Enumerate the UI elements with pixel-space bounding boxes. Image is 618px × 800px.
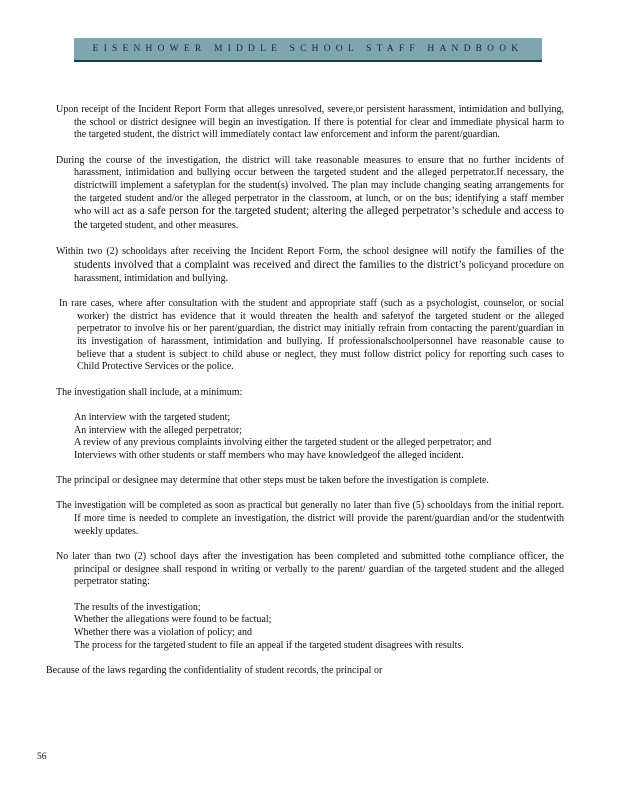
list-item: The results of the investigation;	[74, 601, 201, 613]
paragraph-completion-timeline: The investigation will be completed as soon as practical but generally no later than five (5) schooldays from the initial report. If more time is needed to complete an investigation, the district will provide the parent/guardian and/or the studentwith weekly updates.	[56, 500, 564, 537]
list-item: The process for the targeted student to file an appeal if the targeted student disagrees with results.	[74, 639, 464, 651]
paragraph-text: policyand procedure on harassment, intimidation and bullying.	[74, 260, 565, 284]
paragraph-rare-cases: In rare cases, where after consultation with the student and appropriate staff (such as a psychologist, counselor, or social worker) the district has evidence that it would threaten the health and safetyof the targeted student or the alleged perpetrator to involve his or her parent/guardian, the district may initially refrain from contacting the parent/guardian in its investigation of harassment, intimidation and bullying. If professionalschoolpersonnel have reasonable cause to believe that a student is subject to child abuse or neglect, they must follow district policy for reporting such cases to Child Protective Services or the police.	[59, 297, 564, 373]
investigation-list	[74, 412, 564, 463]
page-content	[46, 104, 565, 678]
response-list	[74, 602, 564, 653]
paragraph-during-investigation	[56, 155, 564, 233]
paragraph-text: targeted student, and other measures.	[87, 220, 239, 232]
paragraph-text: Within two (2) schooldays after receiving the Incident Report Form, the school designee will notify the	[56, 246, 492, 258]
paragraph-response: No later than two (2) school days after the investigation has been completed and submitted tothe compliance officer, the principal or designee shall respond in writing or verbally to the parent/ guardian of the targeted student and the alleged perpetrator stating:	[56, 550, 564, 588]
handbook-title: EISENHOWER MIDDLE SCHOOL STAFF HANDBOOK	[92, 44, 524, 54]
list-item: A review of any previous complaints involving either the targeted student or the alleged perpetrator; and	[74, 437, 492, 449]
paragraph-text: as a safe person for the targeted student; altering the alleged perpetrator’s schedule and access to the	[74, 205, 564, 232]
list-item: An interview with the alleged perpetrator;	[74, 424, 242, 436]
paragraph-notify-families	[56, 245, 564, 285]
list-item: Whether the allegations were found to be factual;	[74, 614, 272, 626]
paragraph-text: families of the students involved that a complaint was received and direct the families to the district’s	[74, 245, 564, 272]
paragraph-text: During the course of the investigation, the district will take reasonable measures to ensure that no further incidents of harassment, intimidation and bullying occur between the targeted student and the alleged perpetrator.If necessary, the districtwill implement a safetyplan for the student(s) involved. The plan may include changing seating arrangements for the targeted student and/or the alleged perpetrator in the classroom, at lunch, or on the bus; identifying a staff member who will act	[56, 154, 564, 218]
paragraph-incident-report: Upon receipt of the Incident Report Form that alleges unresolved, severe,or persistent harassment, intimidation and bullying, the school or district designee will begin an investigation. If there is potential for clear and immediate physical harm to the targeted student, the district will immediately contact law enforcement and inform the parent/guardian.	[56, 104, 564, 141]
list-item: Whether there was a violation of policy; and	[74, 627, 252, 638]
handbook-header-banner	[74, 38, 542, 62]
paragraph-confidentiality: Because of the laws regarding the confidentiality of student records, the principal or	[46, 664, 383, 676]
paragraph-principal-steps: The principal or designee may determine that other steps must be taken before the investigation is complete.	[56, 475, 489, 487]
page-number: 56	[37, 752, 47, 762]
list-item: Interviews with other students or staff members who may have knowledgeof the alleged incident.	[74, 449, 464, 461]
list-item: An interview with the targeted student;	[74, 411, 231, 423]
paragraph-investigation-minimum: The investigation shall include, at a minimum:	[56, 386, 243, 398]
